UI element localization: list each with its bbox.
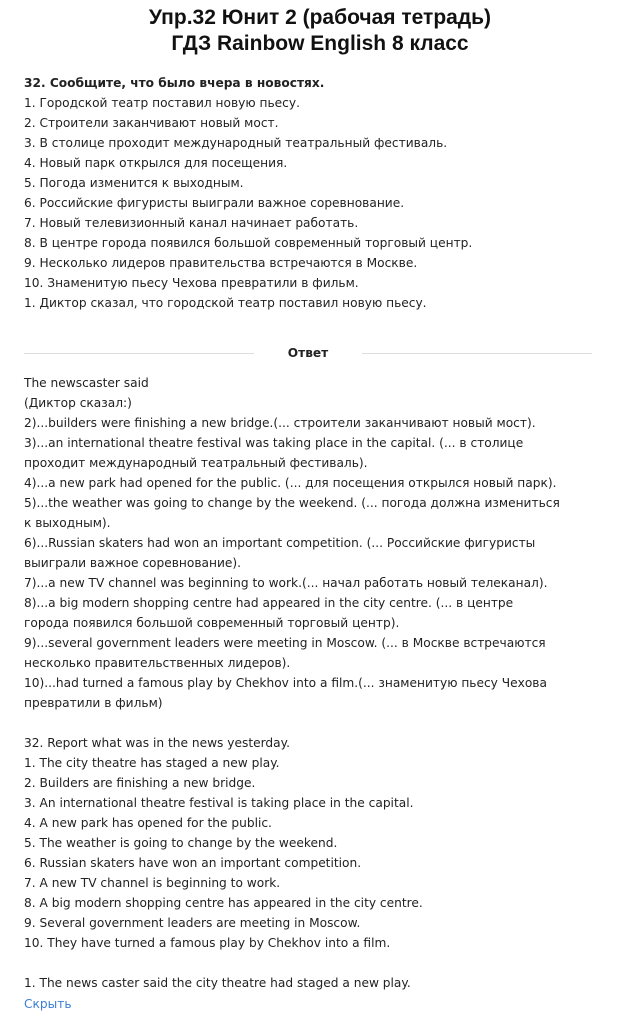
answer-line: проходит международный театральный фестиваль). xyxy=(24,456,368,470)
answer-line: 7)...a new TV channel was beginning to work.(... начал работать новый телеканал). xyxy=(24,576,548,590)
divider-line-right xyxy=(362,353,592,354)
page-header xyxy=(0,5,640,57)
english-task-item: 7. A new TV channel is beginning to work. xyxy=(24,876,281,890)
task-item: 9. Несколько лидеров правительства встречаются в Москве. xyxy=(24,256,418,270)
answer-line: 8)...a big modern shopping centre had appeared in the city centre. (... в центре xyxy=(24,596,514,610)
answer-line: 10)...had turned a famous play by Chekhov into a film.(... знаменитую пьесу Чехова xyxy=(24,676,547,690)
answer-line: к выходным). xyxy=(24,516,111,530)
english-task-item: 4. A new park has opened for the public. xyxy=(24,816,272,830)
task-item: 4. Новый парк открылся для посещения. xyxy=(24,156,288,170)
example-block xyxy=(24,973,592,1014)
answer-line: The newscaster said xyxy=(24,376,149,390)
answer-line: 3)...an international theatre festival was taking place in the capital. (... в столице xyxy=(24,436,524,450)
task-item: 1. Диктор сказал, что городской театр поставил новую пьесу. xyxy=(24,296,427,310)
english-task-item: 10. They have turned a famous play by Chekhov into a film. xyxy=(24,936,391,950)
page-title-line2: ГДЗ Rainbow English 8 класс xyxy=(171,32,469,55)
english-task-item: 8. A big modern shopping centre has appeared in the city centre. xyxy=(24,896,423,910)
english-task-block xyxy=(24,733,592,953)
page-title-line1: Упр.32 Юнит 2 (рабочая тетрадь) xyxy=(148,6,492,29)
task-item: 1. Городской театр поставил новую пьесу. xyxy=(24,96,300,110)
task-item: 6. Российские фигуристы выиграли важное соревнование. xyxy=(24,196,405,210)
answer-line: (Диктор сказал:) xyxy=(24,396,132,410)
task-heading: 32. Сообщите, что было вчера в новостях. xyxy=(24,76,325,90)
answer-label: Ответ xyxy=(287,346,329,360)
answer-line: 5)...the weather was going to change by the weekend. (... погода должна измениться xyxy=(24,496,560,510)
answer-line: 6)...Russian skaters had won an important competition. (... Российские фигуристы xyxy=(24,536,536,550)
answer-line: 9)...several government leaders were meeting in Moscow. (... в Москве встречаются xyxy=(24,636,546,650)
english-task-heading: 32. Report what was in the news yesterday. xyxy=(24,736,290,750)
task-block xyxy=(24,73,592,313)
answer-line: выиграли важное соревнование). xyxy=(24,556,242,570)
hide-answer-link[interactable]: Скрыть xyxy=(24,997,72,1011)
task-item: 5. Погода изменится к выходным. xyxy=(24,176,244,190)
answer-line: города появился большой современный торговый центр). xyxy=(24,616,400,630)
english-task-item: 3. An international theatre festival is taking place in the capital. xyxy=(24,796,414,810)
english-task-item: 6. Russian skaters have won an important competition. xyxy=(24,856,362,870)
example-sentence: 1. The news caster said the city theatre had staged a new play. xyxy=(24,976,411,990)
task-item: 7. Новый телевизионный канал начинает работать. xyxy=(24,216,359,230)
answer-divider xyxy=(24,343,592,363)
answer-line: превратили в фильм) xyxy=(24,696,163,710)
english-task-item: 5. The weather is going to change by the weekend. xyxy=(24,836,338,850)
task-item: 3. В столице проходит международный театральный фестиваль. xyxy=(24,136,448,150)
english-task-item: 1. The city theatre has staged a new play. xyxy=(24,756,280,770)
task-item: 8. В центре города появился большой современный торговый центр. xyxy=(24,236,473,250)
task-item: 2. Строители заканчивают новый мост. xyxy=(24,116,279,130)
answer-block xyxy=(24,373,592,713)
english-task-item: 2. Builders are finishing a new bridge. xyxy=(24,776,256,790)
answer-line: 4)...a new park had opened for the public. (... для посещения открылся новый парк). xyxy=(24,476,557,490)
answer-line: 2)...builders were finishing a new bridge.(... строители заканчивают новый мост). xyxy=(24,416,536,430)
answer-line: несколько правительственных лидеров). xyxy=(24,656,291,670)
task-item: 10. Знаменитую пьесу Чехова превратили в фильм. xyxy=(24,276,359,290)
english-task-item: 9. Several government leaders are meeting in Moscow. xyxy=(24,916,361,930)
